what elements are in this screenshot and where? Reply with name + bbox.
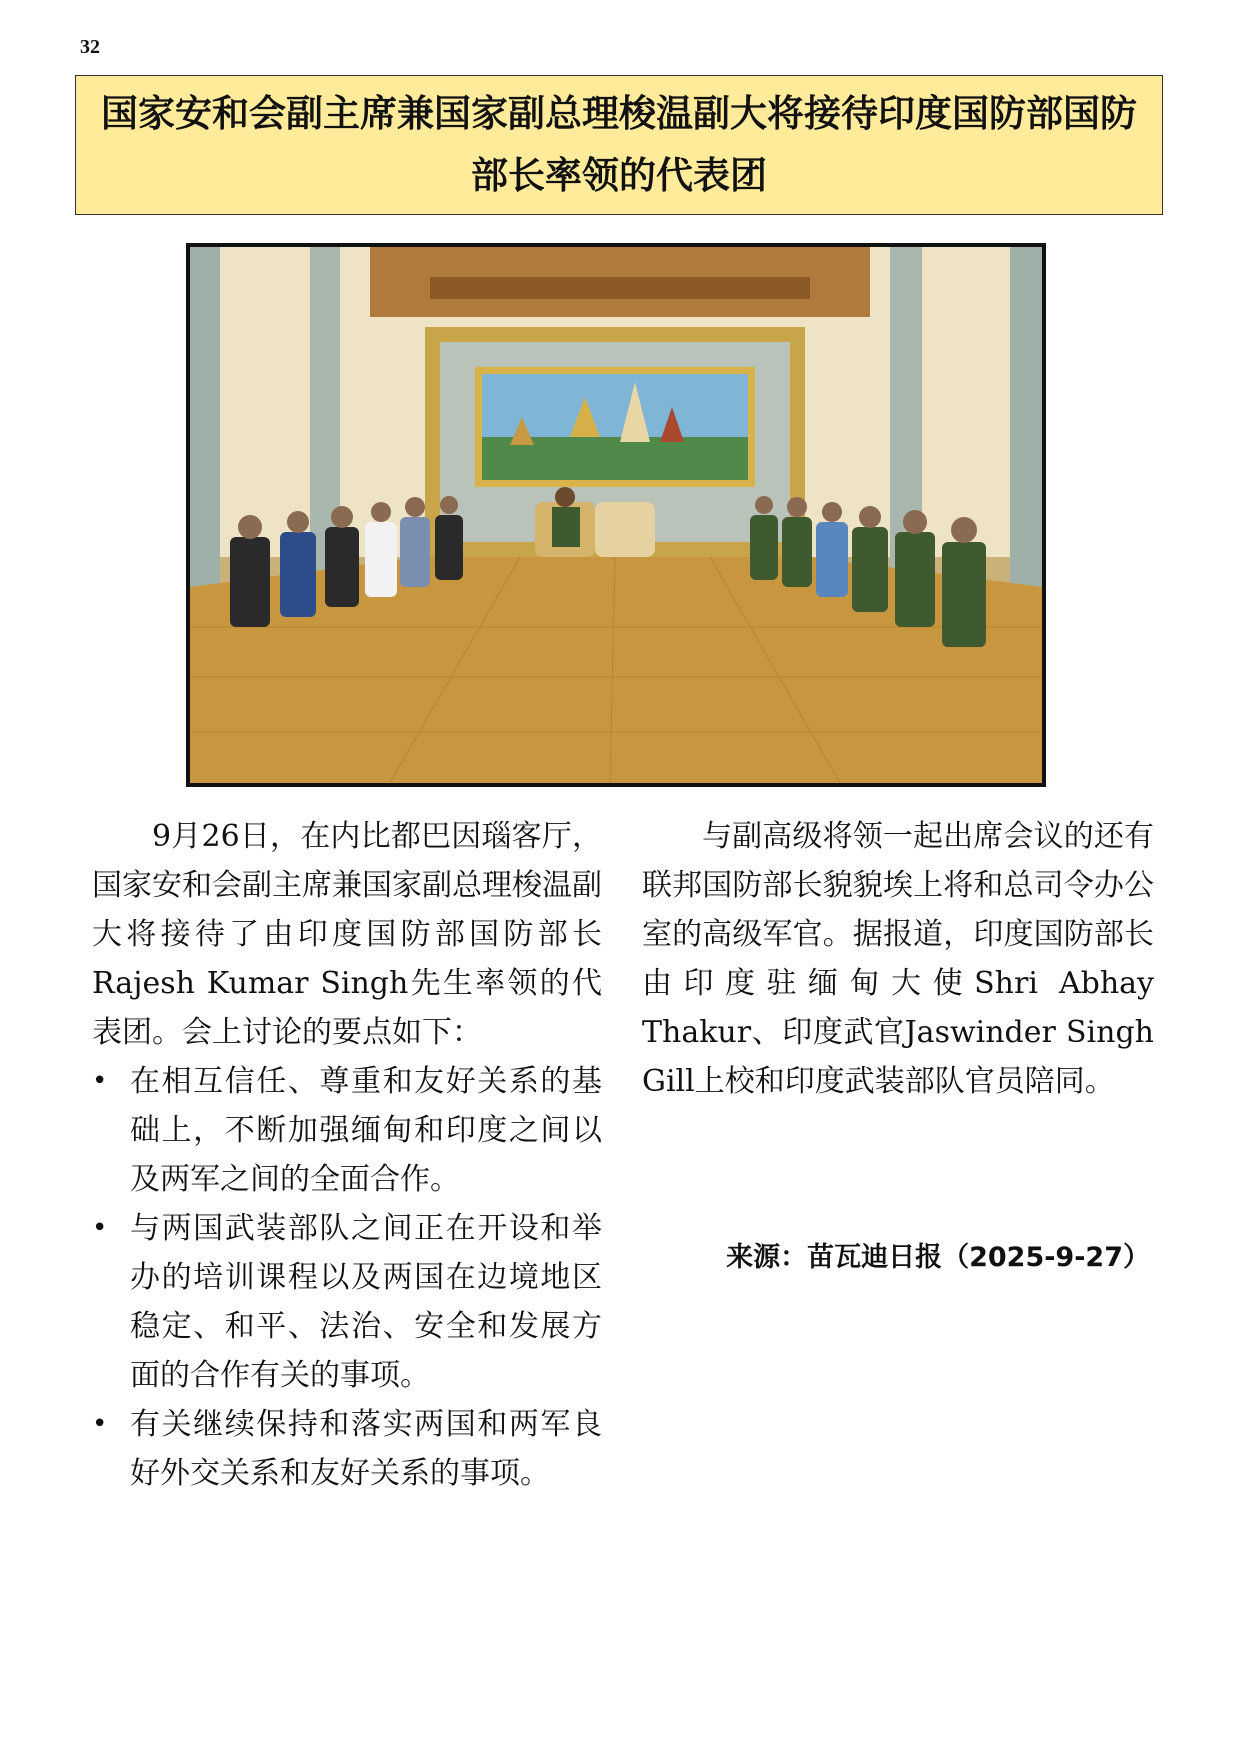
intro-paragraph: 9月26日，在内比都巴因瑙客厅，国家安和会副主席兼国家副总理梭温副大将接待了由印度国防部国防部长Rajesh Kumar Singh先生率领的代表团。会上讨论的要点如下：: [92, 819, 602, 1050]
page-title: 国家安和会副主席兼国家副总理梭温副大将接待印度国防部国防部长率领的代表团: [101, 92, 1137, 197]
meeting-photo: [186, 243, 1046, 787]
list-item: • 有关继续保持和落实两国和两军良好外交关系和友好关系的事项。: [92, 1400, 602, 1498]
attendees-paragraph: 与副高级将领一起出席会议的还有联邦国防部长貌貌埃上将和总司令办公室的高级军官。据报道，印度国防部长由印度驻缅甸大使Shri Abhay Thakur、印度武官Jaswinder Singh Gill上校和印度武装部队官员陪同。: [642, 819, 1154, 1099]
source-credit: 来源：苗瓦迪日报（2025-9-27）: [726, 1242, 1150, 1273]
list-item: • 在相互信任、尊重和友好关系的基础上，不断加强缅甸和印度之间以及两军之间的全面合作。: [92, 1057, 602, 1204]
page-number: 32: [80, 36, 100, 58]
discussion-points: [92, 1057, 602, 1498]
title-box: [75, 75, 1163, 215]
left-column: [92, 812, 602, 1498]
meeting-room-illustration: [190, 247, 1042, 783]
right-column: [642, 812, 1154, 1106]
list-item: • 与两国武装部队之间正在开设和举办的培训课程以及两国在边境地区稳定、和平、法治、安全和发展方面的合作有关的事项。: [92, 1204, 602, 1400]
